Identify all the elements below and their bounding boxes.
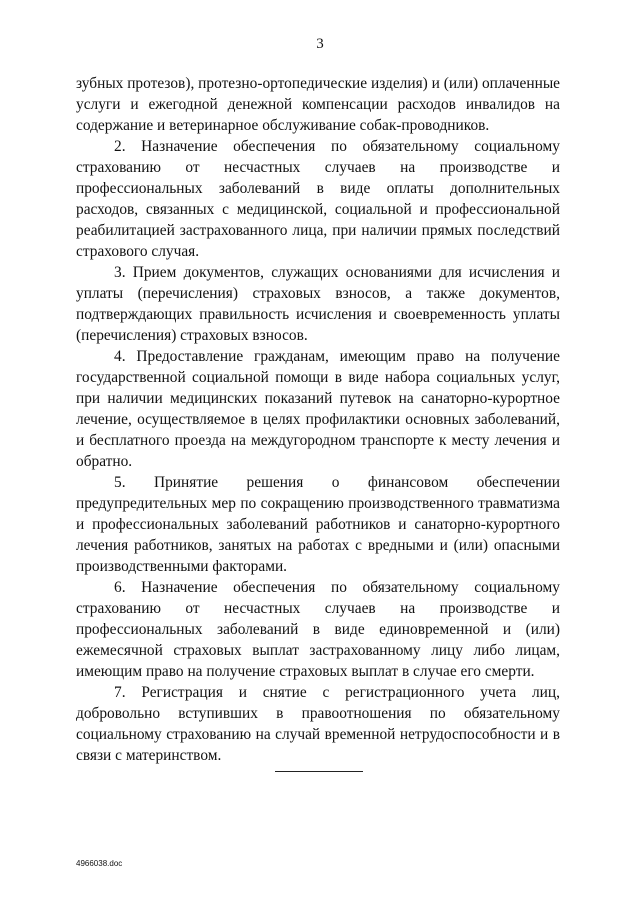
- document-body: [76, 73, 560, 766]
- paragraph-item-5: 5. Принятие решения о финансовом обеспечении предупредительных мер по сокращению производственного травматизма и профессиональных заболеваний работников и санаторно-курортного лечения работников, занятых на работах с вредными и (или) опасными производственными факторами.: [76, 474, 560, 575]
- paragraph-item-3: 3. Прием документов, служащих основаниями для исчисления и уплаты (перечисления) страховых взносов, а также документов, подтверждающих правильность исчисления и своевременность уплаты (перечисления) страховых взносов.: [76, 264, 560, 344]
- paragraph-item-7: 7. Регистрация и снятие с регистрационного учета лиц, добровольно вступивших в правоотношения по обязательному социальному страхованию на случай временной нетрудоспособности и в связи с материнством.: [76, 684, 560, 764]
- document-file-code: 4966038.doc: [76, 859, 123, 868]
- paragraph-item-6: 6. Назначение обеспечения по обязательному социальному страхованию от несчастных случаев на производстве и профессиональных заболеваний в виде единовременной и (или) ежемесячной страховых выплат застрахованному лицу либо лицам, имеющим право на получение страховых выплат в случае его смерти.: [76, 579, 560, 680]
- page-number: 3: [316, 36, 324, 52]
- paragraph-item-4: 4. Предоставление гражданам, имеющим право на получение государственной социальной помощи в виде набора социальных услуг, при наличии медицинских показаний путевок на санаторно-курортное лечение, осуществляемое в целях профилактики основных заболеваний, и бесплатного проезда на междугородном транспорте к месту лечения и обратно.: [76, 348, 560, 470]
- closing-divider: [275, 771, 363, 772]
- paragraph-item-2: 2. Назначение обеспечения по обязательному социальному страхованию от несчастных случаев на производстве и профессиональных заболеваний в виде оплаты дополнительных расходов, связанных с медицинской, социальной и профессиональной реабилитацией застрахованного лица, при наличии прямых последствий страхового случая.: [76, 138, 560, 260]
- paragraph-continuation: зубных протезов), протезно-ортопедические изделия) и (или) оплаченные услуги и ежегодной денежной компенсации расходов инвалидов на содержание и ветеринарное обслуживание собак-проводников.: [76, 75, 561, 134]
